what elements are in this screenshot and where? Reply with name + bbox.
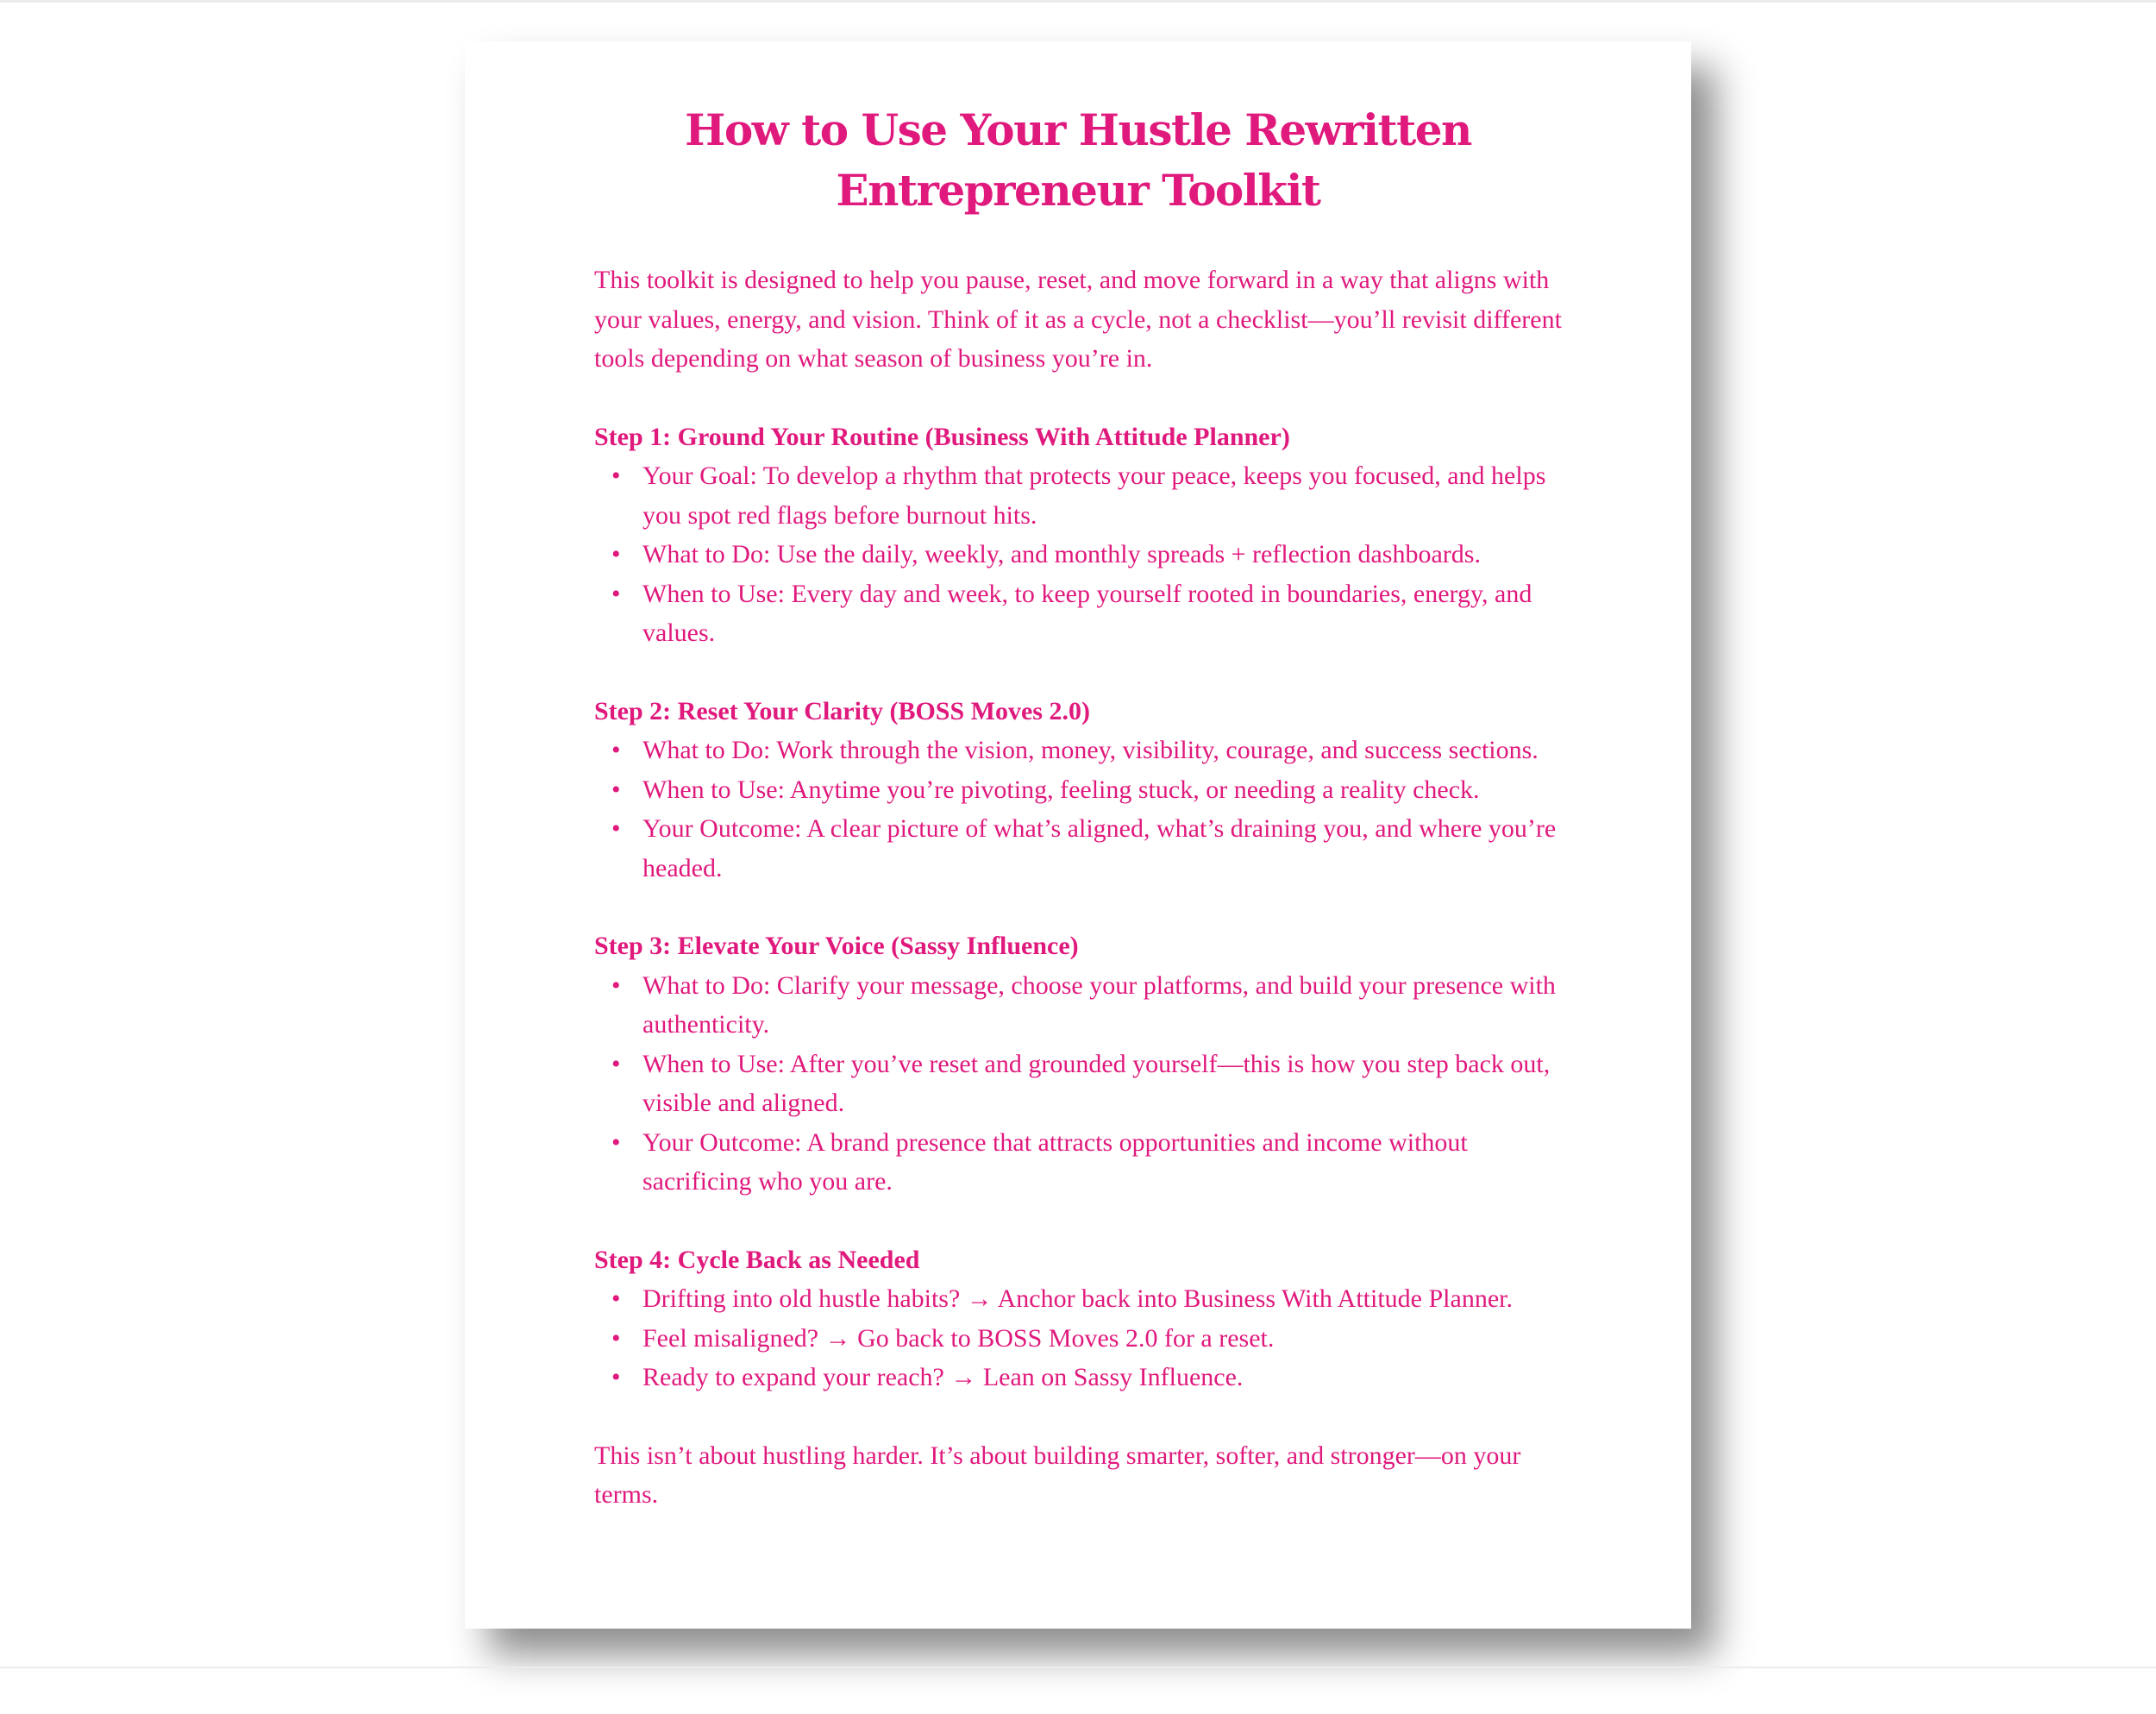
list-item: • When to Use: After you’ve reset and grounded yourself—this is how you step back out, visible and aligned. bbox=[642, 1045, 1562, 1123]
document-page bbox=[465, 41, 1691, 1629]
step-2-section bbox=[594, 692, 1562, 888]
list-item: • Your Outcome: A brand presence that attracts opportunities and income without sacrificing who you are. bbox=[642, 1123, 1562, 1202]
list-item: • When to Use: Every day and week, to keep yourself rooted in boundaries, energy, and values. bbox=[642, 574, 1562, 653]
step-4-heading: Step 4: Cycle Back as Needed bbox=[594, 1245, 920, 1274]
list-item: • What to Do: Clarify your message, choose your platforms, and build your presence with authenticity. bbox=[642, 966, 1562, 1045]
list-item: • Ready to expand your reach? → Lean on Sassy Influence. bbox=[642, 1358, 1562, 1397]
title-line-2: Entrepreneur Toolkit bbox=[836, 165, 1320, 216]
step-4-list bbox=[594, 1279, 1562, 1397]
step-4-section bbox=[594, 1240, 1562, 1397]
step-3-list bbox=[594, 966, 1562, 1202]
list-item: • What to Do: Work through the vision, money, visibility, courage, and success sections. bbox=[642, 731, 1562, 770]
intro-paragraph: This toolkit is designed to help you pause, reset, and move forward in a way that aligns with your values, energy, and vision. Think of it as a cycle, not a checklist—you’ll revisit different tools depending on what season of business you’re in. bbox=[594, 266, 1562, 373]
step-1-section bbox=[594, 418, 1562, 653]
list-item: • When to Use: Anytime you’re pivoting, feeling stuck, or needing a reality check. bbox=[642, 770, 1562, 810]
list-item: • What to Do: Use the daily, weekly, and monthly spreads + reflection dashboards. bbox=[642, 535, 1562, 574]
list-item: • Your Outcome: A clear picture of what’s aligned, what’s draining you, and where you’re headed. bbox=[642, 809, 1562, 888]
title-line-1: How to Use Your Hustle Rewritten bbox=[685, 104, 1471, 155]
list-item: • Feel misaligned? → Go back to BOSS Moves 2.0 for a reset. bbox=[642, 1319, 1562, 1359]
list-item: • Drifting into old hustle habits? → Anchor back into Business With Attitude Planner. bbox=[642, 1279, 1562, 1319]
top-divider bbox=[0, 0, 2156, 3]
page-title bbox=[594, 100, 1562, 221]
bottom-divider bbox=[0, 1667, 2156, 1668]
closing-paragraph: This isn’t about hustling harder. It’s about building smarter, softer, and stronger—on your terms. bbox=[594, 1441, 1521, 1509]
list-item: • Your Goal: To develop a rhythm that protects your peace, keeps you focused, and helps you spot red flags before burnout hits. bbox=[642, 456, 1562, 535]
step-1-heading: Step 1: Ground Your Routine (Business With Attitude Planner) bbox=[594, 422, 1290, 451]
step-2-list bbox=[594, 731, 1562, 888]
step-1-list bbox=[594, 456, 1562, 653]
step-3-heading: Step 3: Elevate Your Voice (Sassy Influence) bbox=[594, 932, 1079, 960]
step-3-section bbox=[594, 926, 1562, 1202]
step-2-heading: Step 2: Reset Your Clarity (BOSS Moves 2.0) bbox=[594, 696, 1090, 725]
